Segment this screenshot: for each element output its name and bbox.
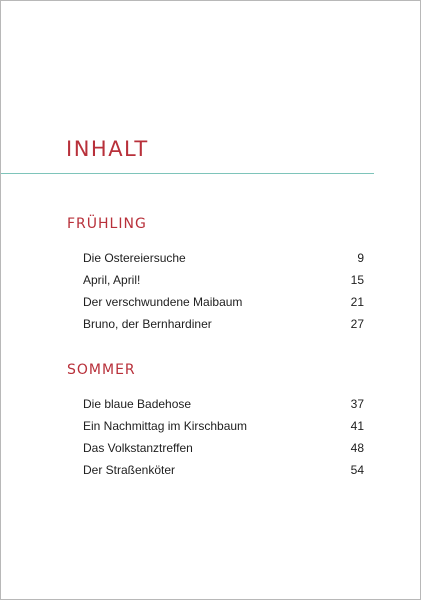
entry-title: April, April!	[83, 273, 141, 287]
entry-title: Die Ostereiersuche	[83, 251, 186, 265]
section-heading-sommer: SOMMER	[67, 362, 136, 378]
entry-page-number: 9	[357, 251, 364, 265]
toc-entry	[83, 251, 364, 273]
entry-title: Bruno, der Bernhardiner	[83, 317, 212, 331]
title-divider	[1, 173, 374, 174]
entry-page-number: 27	[350, 317, 364, 331]
entry-page-number: 48	[350, 441, 364, 455]
toc-entry	[83, 397, 364, 419]
entry-page-number: 15	[350, 273, 364, 287]
toc-entry	[83, 273, 364, 295]
entry-page-number: 41	[350, 419, 364, 433]
entry-title: Ein Nachmittag im Kirschbaum	[83, 419, 248, 433]
entry-page-number: 37	[350, 397, 364, 411]
toc-entry	[83, 317, 364, 339]
entry-page-number: 54	[350, 463, 364, 477]
toc-entry	[83, 295, 364, 317]
entry-title: Der Straßenköter	[83, 463, 176, 477]
toc-entry	[83, 419, 364, 441]
section-heading-fruehling: FRÜHLING	[67, 216, 147, 232]
page-title: INHALT	[66, 137, 149, 161]
entry-title: Das Volkstanztreffen	[83, 441, 193, 455]
toc-entry	[83, 441, 364, 463]
entry-title: Die blaue Badehose	[83, 397, 192, 411]
section-list-fruehling	[83, 251, 364, 339]
entry-page-number: 21	[350, 295, 364, 309]
toc-entry	[83, 463, 364, 485]
entry-title: Der verschwundene Maibaum	[83, 295, 243, 309]
section-list-sommer	[83, 397, 364, 485]
